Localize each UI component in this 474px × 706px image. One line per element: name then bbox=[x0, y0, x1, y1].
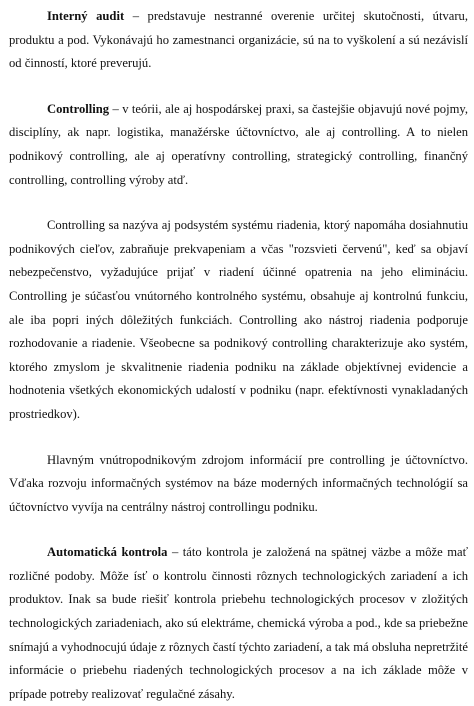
term-controlling: Controlling bbox=[47, 101, 110, 116]
paragraph-text: Controlling sa nazýva aj podsystém systému riadenia, ktorý napomáha dosiahnutiu podnikových cieľov, zabraňuje prekvapeniam a včas "rozsvieti červenú", keď sa objaví nebezpečenstvo, vyžadujúce prijať v riadení účinné opatrenia na jeho elimináciu. Controlling je súčasťou vnútorného kontrolného systému, obsahuje aj kontrolnú funkciu, ale iba popri iných dôležitých funkciách. Controlling ako nástroj riadenia podporuje rozhodovanie a riadenie. Všeobecne sa podnikový controlling charakterizuje ako systém, ktorého zmyslom je skvalitnenie riadenia podniku na základe objektívnej evidencie a hodnotenia všetkých ekonomických udalostí v podniku (napr. efektívnosti vynakladaných prostriedkov). bbox=[9, 218, 468, 421]
paragraph-text: – predstavuje nestranné overenie určitej skutočnosti, útvaru, produktu a pod. Vykonávajú ho zamestnanci organizácie, sú na to vyškolení a sú nezávislí od činností, ktoré preverujú. bbox=[9, 9, 468, 71]
paragraph-text: – táto kontrola je založená na spätnej väzbe a môže mať rozličné podoby. Môže ísť o kontrolu činnosti rôznych technologických zariadení a ich produktov. Inak sa bude riešiť kontrola priebehu technologických procesov v zložitých technologických zariadeniach, ako sú elektráme, chemická výroba a pod., kde sa priebežne snímajú a vyhodnocujú údaje z rôznych častí týchto zariadení, a tak má obsluha nepretržité informácie o priebehu riadených technologických procesov a na ich základe môže v prípade potreby realizovať regulačné zásahy. bbox=[9, 545, 468, 701]
paragraph-controlling bbox=[9, 98, 468, 192]
term-automatic-control: Automatická kontrola bbox=[47, 545, 168, 560]
term-internal-audit: Interný audit bbox=[47, 9, 125, 23]
paragraph-text: – v teórii, ale aj hospodárskej praxi, sa častejšie objavujú nové pojmy, disciplíny, ak napr. logistika, manažérske účtovníctvo, ale aj controlling. A to nielen podnikový controlling, ale aj operatívny controlling, strategický controlling, finančný controlling, controlling výroby atď. bbox=[9, 101, 468, 187]
paragraph-automatic-control bbox=[9, 541, 468, 706]
paragraph-internal-audit bbox=[9, 5, 468, 76]
paragraph-controlling-subsystem bbox=[9, 214, 468, 426]
paragraph-text: Hlavným vnútropodnikovým zdrojom informácií pre controlling je účtovníctvo. Vďaka rozvoju informačných systémov na báze moderných informačných technológií sa účtovníctvo vyvíja na centrálny nástroj controllingu podniku. bbox=[9, 452, 468, 514]
paragraph-information-sources bbox=[9, 449, 468, 520]
